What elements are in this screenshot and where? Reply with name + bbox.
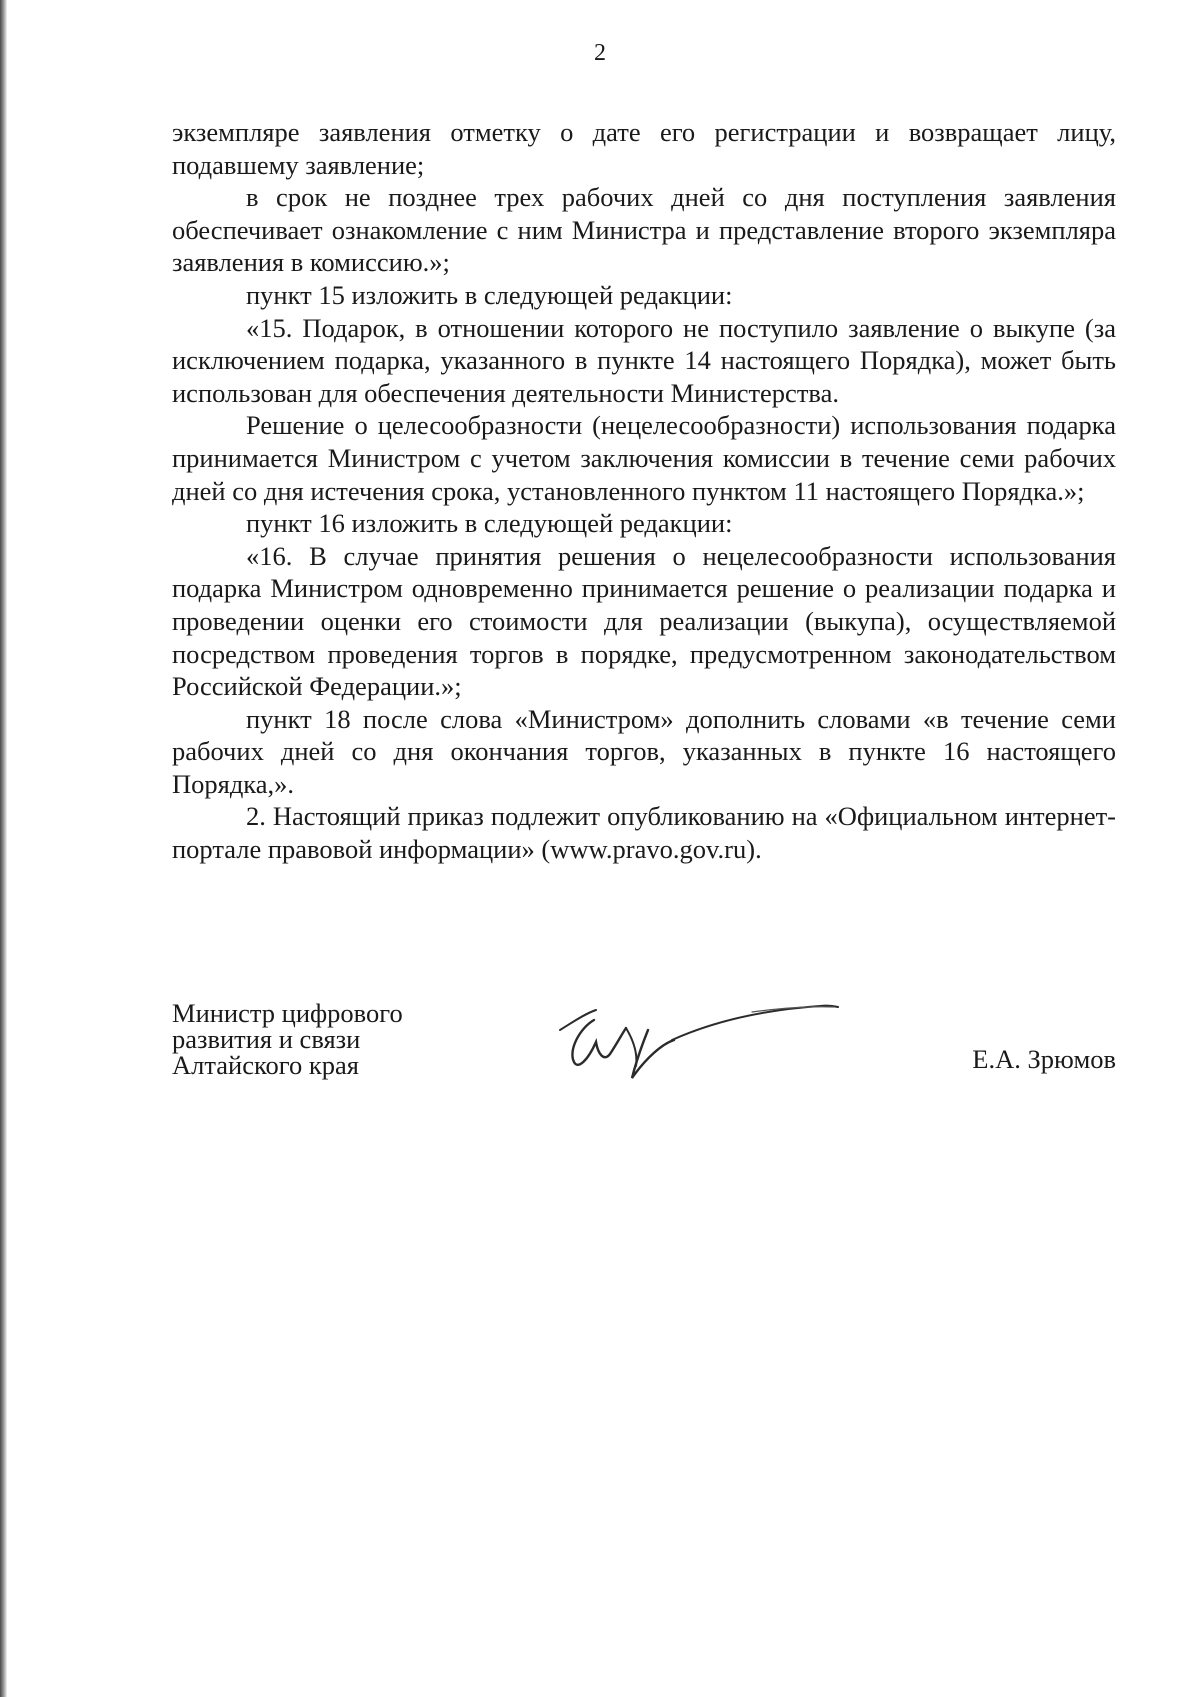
signer-title-line: Министр цифрового [172, 998, 403, 1028]
signer-title-line: развития и связи [172, 1024, 361, 1054]
paragraph: пункт 18 после слова «Министром» дополнить словами «в течение семи рабочих дней со дня окончания торгов, указанных в пункте 16 настоящего Порядка,». [172, 703, 1116, 799]
scan-edge [0, 0, 7, 1697]
document-body [172, 116, 1116, 866]
paragraph: в срок не позднее трех рабочих дней со дня поступления заявления обеспечивает ознакомление с ним Министра и представление второго экземпляра заявления в комиссию.»; [172, 182, 1116, 278]
signer-name: Е.А. Зрюмов [972, 1044, 1116, 1074]
paragraph: пункт 16 изложить в следующей редакции: [246, 508, 733, 539]
paragraph-continuation: экземпляре заявления отметку о дате его регистрации и возвращает лицу, подавшему заявление; [172, 117, 1116, 180]
signature-block [172, 1000, 1116, 1080]
paragraph: 2. Настоящий приказ подлежит опубликованию на «Официальном интернет-портале правовой информации» (www.pravo.gov.ru). [172, 801, 1116, 865]
signer-title [172, 1000, 403, 1078]
paragraph: «16. В случае принятия решения о нецелесообразности использования подарка Министром одновременно принимается решение о реализации подарка и проведении оценки его стоимости для реализации (выкупа), осуществляемой посредством проведения торгов в порядке, предусмотренном законодательством Российской Федерации.»; [172, 540, 1116, 702]
paragraph: «15. Подарок, в отношении которого не поступило заявление о выкупе (за исключением подарка, указанного в пункте 14 настоящего Порядка), может быть использован для обеспечения деятельности Министерства. [172, 312, 1116, 408]
page-number: 2 [594, 40, 606, 66]
paragraph: пункт 15 изложить в следующей редакции: [246, 279, 733, 310]
signer-title-line: Алтайского края [172, 1050, 359, 1080]
handwritten-signature [552, 990, 852, 1085]
paragraph: Решение о целесообразности (нецелесообразности) использования подарка принимается Министром с учетом заключения комиссии в течение семи рабочих дней со дня истечения срока, установленного пунктом 11 настоящего Порядка.»; [172, 410, 1116, 506]
